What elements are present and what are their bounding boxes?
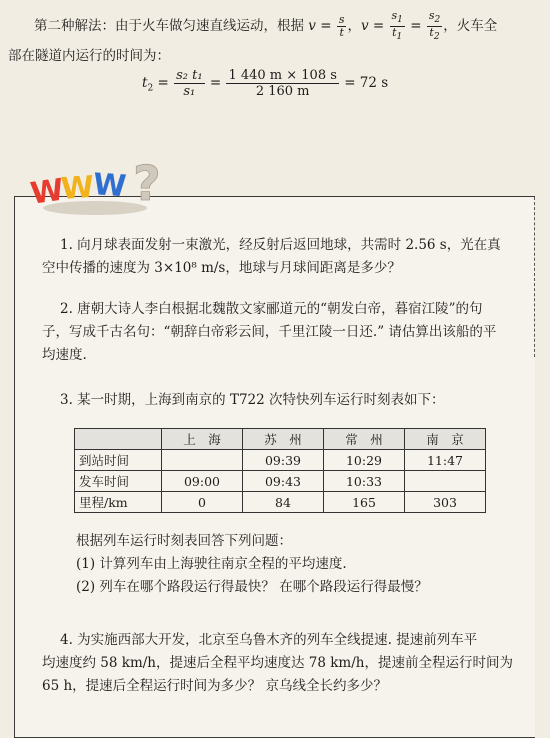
velocity-symbol: v = [308,18,332,35]
fraction-denominator: 2 160 m [255,84,310,99]
fraction-numerator: s [391,9,398,22]
q2-line-2: 子，写成千古名句：“朝辞白帝彩云间，千里江陵一日还.” 请估算出该船的平 [42,324,497,340]
intro-lead: 第二种解法：由于火车做匀速直线运动，根据 [34,18,304,35]
intro-line-2: 部在隧道内运行的时间为： [8,48,170,64]
question-1 [60,234,501,257]
question-1-cont [42,257,401,280]
header-cell [75,429,162,450]
intro-line-1 [34,10,497,43]
table-row [75,450,486,471]
fraction-numerator: s [338,13,345,27]
table-cell: 303 [405,492,486,513]
intro-tail: ，火车全 [443,18,498,35]
fraction-denominator: s₁ [183,84,196,99]
question-3-subquestions [76,530,428,599]
fraction-numerator: s [428,9,435,22]
fraction-s1-over-t1 [390,10,405,43]
question-4-cont [42,652,513,698]
subscript: 2 [433,32,440,43]
header-cell: 苏 州 [243,429,324,450]
table-cell: 84 [243,492,324,513]
subscript: 2 [434,15,441,26]
row-label: 到站时间 [75,450,162,471]
equals-sign: = [410,18,422,35]
table-cell: 10:29 [324,450,405,471]
q4-line-3: 65 h，提速后全程运行时间为多少？ 京乌线全长约多少？ [42,678,387,694]
q1-line-1: 1. 向月球表面发射一束激光，经反射后返回地球，共需时 2.56 s，光在真 [60,237,501,253]
q3-after-1: 根据列车运行时刻表回答下列问题： [76,533,292,549]
table-cell: 09:00 [162,471,243,492]
q3-after-3: (2) 列车在哪个路段运行得最快？ 在哪个路段运行得最慢？ [76,579,428,595]
q2-line-3: 均速度. [42,347,87,363]
q1-line-2: 空中传播的速度为 3×10⁸ m/s，地球与月球间距离是多少？ [42,260,401,276]
formula-result: = 72 s [344,75,389,91]
row-label: 发车时间 [75,471,162,492]
fraction-numeric [226,68,338,99]
row-label: 里程/km [75,492,162,513]
fraction-denominator: t [339,26,344,40]
table-cell: 0 [162,492,243,513]
question-2-cont [42,321,496,367]
table-cell: 11:47 [405,450,486,471]
question-3 [60,389,445,412]
comma: ， [347,18,361,35]
formula-lhs-sub: 2 [147,83,154,94]
q3-after-2: (1) 计算列车由上海驶往南京全程的平均速度. [76,556,347,572]
subscript: 1 [397,15,403,26]
fraction-denominator: t [392,26,397,40]
question-4 [60,629,477,652]
logo-letter-w1: W [28,172,66,212]
table-row [75,471,486,492]
fraction-s2-over-t2 [427,10,442,43]
fraction-denominator: t [429,26,434,40]
fraction-s-over-t [337,14,347,39]
q4-line-1: 4. 为实施西部大开发，北京至乌鲁木齐的列车全线提速. 提速前列车平 [60,632,478,648]
train-timetable [74,428,486,513]
question-2 [60,298,482,321]
q4-line-2: 均速度约 58 km/h，提速后全程平均速度达 78 km/h，提速前全程运行时间为 [42,655,513,671]
fraction-numerator: 1 440 m × 108 s [228,68,337,83]
q2-line-1: 2. 唐朝大诗人李白根据北魏散文家郦道元的“朝发白帝，暮宿江陵”的句 [60,301,483,317]
table-cell: 09:39 [243,450,324,471]
timetable-header-row [75,429,486,450]
logo-letter-w2: W [59,169,96,207]
logo-letter-w3: W [91,167,128,205]
subscript: 1 [396,32,403,43]
table-row [75,492,486,513]
header-cell: 南 京 [405,429,486,450]
logo-question-mark: ? [133,156,161,212]
q3-line-1: 3. 某一时期，上海到南京的 T722 次特快列车运行时刻表如下： [60,392,445,408]
formula-lhs: t [142,75,148,91]
fraction-s2t1-over-s1 [174,68,204,99]
velocity-symbol-2: v = [360,18,385,35]
header-cell: 常 州 [324,429,405,450]
header-cell: 上 海 [162,429,243,450]
www-question-logo [25,150,175,218]
table-cell: 10:33 [324,471,405,492]
table-cell [162,450,243,471]
table-cell: 09:43 [243,471,324,492]
table-cell: 165 [324,492,405,513]
fraction-numerator: s₂ t₁ [176,68,203,83]
time-formula: $t_2$ = $\frac{\text{s₂ t₁}}{\text{s₁}}$ = $\frac{1 440 m \times 108 s}{2 160 m}$ = 72 s [142,68,389,99]
table-cell [405,471,486,492]
